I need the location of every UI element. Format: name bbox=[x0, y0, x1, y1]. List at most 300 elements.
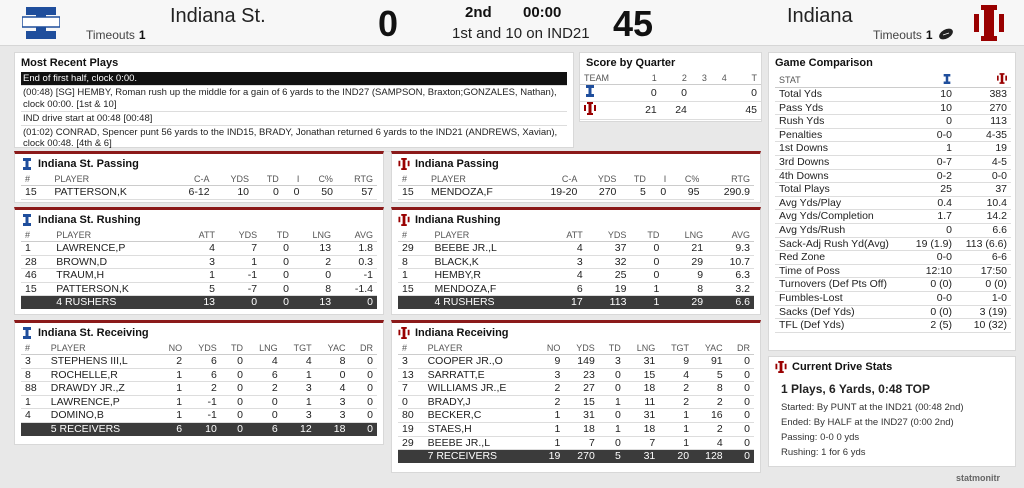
table-cell: 0 bbox=[247, 409, 282, 423]
table-cell: 1 bbox=[158, 409, 186, 423]
table-row: 21 24 45 bbox=[580, 102, 761, 120]
table-cell: 9 bbox=[663, 269, 707, 283]
table-cell: 5 bbox=[693, 368, 727, 382]
home-passing-table bbox=[398, 173, 754, 200]
table-cell: 8 bbox=[293, 282, 335, 296]
drive-passing: Passing: 0-0 0 yds bbox=[781, 432, 860, 443]
table-cell: 1 bbox=[536, 409, 564, 423]
table-cell: 3 bbox=[180, 255, 219, 269]
table-cell: 128 bbox=[693, 450, 727, 463]
stat-row bbox=[775, 115, 1011, 129]
stat-value: 0.4 bbox=[907, 196, 956, 210]
stat-value: 37 bbox=[956, 183, 1011, 197]
table-cell bbox=[21, 296, 52, 309]
stat-row bbox=[775, 264, 1011, 278]
table-cell: 4 bbox=[547, 242, 587, 256]
table-cell: 0 bbox=[727, 436, 754, 450]
table-cell: 270 bbox=[564, 450, 598, 463]
table-cell: 25 bbox=[587, 269, 631, 283]
table-cell: 29 bbox=[663, 296, 707, 309]
table-cell: STAES,H bbox=[424, 422, 537, 436]
table-cell: 8 bbox=[693, 382, 727, 396]
table-cell: 1 bbox=[659, 436, 693, 450]
table-row bbox=[398, 269, 754, 283]
table-cell: 0 bbox=[253, 186, 283, 200]
col-header: C% bbox=[670, 173, 703, 186]
table-row bbox=[398, 382, 754, 396]
table-cell: 4 bbox=[693, 436, 727, 450]
table-cell: 31 bbox=[625, 409, 659, 423]
table-cell: BLACK,K bbox=[430, 255, 546, 269]
table-cell: 19-20 bbox=[530, 186, 581, 200]
indiana-logo-icon bbox=[398, 327, 410, 339]
table-cell: 11 bbox=[625, 395, 659, 409]
stat-value: 25 bbox=[907, 183, 956, 197]
col-header: I bbox=[650, 173, 670, 186]
col-header: PLAYER bbox=[430, 229, 546, 242]
table-cell: 0 bbox=[261, 255, 293, 269]
table-cell: DOMINO,B bbox=[47, 409, 158, 423]
table-cell: 31 bbox=[625, 450, 659, 463]
table-cell: 3 bbox=[536, 368, 564, 382]
total-row bbox=[398, 450, 754, 463]
table-cell: 32 bbox=[587, 255, 631, 269]
col-header: YDS bbox=[564, 342, 598, 355]
table-cell: 2 bbox=[659, 382, 693, 396]
table-row bbox=[21, 282, 377, 296]
stat-value: 0 (0) bbox=[956, 278, 1011, 292]
down-and-distance: 1st and 10 on IND21 bbox=[452, 25, 590, 42]
col-header: TGT bbox=[282, 342, 316, 355]
table-cell: 1 bbox=[398, 269, 430, 283]
col-header: # bbox=[21, 173, 50, 186]
table-cell: 0 bbox=[221, 409, 247, 423]
table-cell: 4 bbox=[21, 409, 47, 423]
table-cell: 37 bbox=[587, 242, 631, 256]
table-cell: COOPER JR.,O bbox=[424, 355, 537, 369]
stat-value: 270 bbox=[956, 101, 1011, 115]
table-cell: TRAUM,H bbox=[52, 269, 180, 283]
table-cell: 1 bbox=[219, 255, 261, 269]
table-cell: 1 bbox=[21, 242, 52, 256]
score-by-quarter-title: Score by Quarter bbox=[586, 57, 676, 69]
table-cell: 0 bbox=[221, 368, 247, 382]
col-header: ATT bbox=[547, 229, 587, 242]
stat-label: Turnovers (Def Pts Off) bbox=[775, 278, 907, 292]
home-passing-panel bbox=[391, 151, 761, 203]
table-cell: 0 bbox=[727, 355, 754, 369]
stat-label: Penalties bbox=[775, 128, 907, 142]
col-header: C% bbox=[303, 173, 337, 186]
col-header: # bbox=[398, 342, 424, 355]
table-cell: 9 bbox=[659, 355, 693, 369]
table-cell: -1 bbox=[186, 395, 221, 409]
stat-row bbox=[775, 155, 1011, 169]
table-cell: 21 bbox=[663, 242, 707, 256]
drive-rushing: Rushing: 1 for 6 yds bbox=[781, 447, 866, 458]
table-row bbox=[398, 409, 754, 423]
stat-row bbox=[775, 210, 1011, 224]
table-cell: 2 bbox=[293, 255, 335, 269]
stat-row bbox=[775, 223, 1011, 237]
col-header: 1 bbox=[631, 72, 661, 85]
stat-row bbox=[775, 183, 1011, 197]
stat-value: 4-5 bbox=[956, 155, 1011, 169]
table-cell: 0 bbox=[349, 368, 377, 382]
stat-label: Time of Poss bbox=[775, 264, 907, 278]
play-item: (00:48) [SG] HEMBY, Roman rush up the middle for a gain of 6 yards to the IND27 (SAMPSON, Braxton;GONZALES, Nathan), clock 00:00. [1st & 10] bbox=[21, 86, 567, 112]
table-cell: 270 bbox=[581, 186, 620, 200]
table-cell: 0 bbox=[599, 436, 625, 450]
table-cell: 18 bbox=[564, 422, 598, 436]
table-cell: 2 bbox=[247, 382, 282, 396]
col-header: YAC bbox=[693, 342, 727, 355]
stat-value: 10 bbox=[907, 88, 956, 102]
table-cell: 9 bbox=[536, 355, 564, 369]
away-timeouts bbox=[86, 28, 146, 42]
table-cell: 0 bbox=[727, 450, 754, 463]
table-cell: 0 bbox=[349, 395, 377, 409]
table-cell: 31 bbox=[625, 355, 659, 369]
table-row bbox=[21, 255, 377, 269]
table-cell: 3 bbox=[599, 355, 625, 369]
table-cell: 57 bbox=[337, 186, 377, 200]
table-row bbox=[21, 242, 377, 256]
stat-value: 0-0 bbox=[907, 251, 956, 265]
table-cell: 0 bbox=[727, 368, 754, 382]
table-row bbox=[21, 355, 377, 369]
home-receiving-title: Indiana Receiving bbox=[415, 327, 509, 339]
table-cell: 15 bbox=[564, 395, 598, 409]
play-item: (01:02) CONRAD, Spencer punt 56 yards to the IND15, BRADY, Jonathan returned 6 yards to the IND21 (ANDREWS, Xavian), clock 00:48. [4th & 6] bbox=[21, 126, 567, 152]
stat-row bbox=[775, 196, 1011, 210]
drive-summary: 1 Plays, 6 Yards, 0:48 TOP bbox=[781, 382, 930, 396]
table-cell: BRADY,J bbox=[424, 395, 537, 409]
stat-value: 0-0 bbox=[956, 169, 1011, 183]
table-cell: 28 bbox=[21, 255, 52, 269]
current-drive-panel bbox=[768, 356, 1016, 467]
col-header: 3 bbox=[691, 72, 711, 85]
table-cell: 20 bbox=[659, 450, 693, 463]
home-score: 45 bbox=[613, 3, 654, 44]
table-cell: 0 bbox=[630, 269, 663, 283]
table-cell: 4 bbox=[282, 355, 316, 369]
table-cell: BROWN,D bbox=[52, 255, 180, 269]
stat-value: 2 (5) bbox=[907, 319, 956, 333]
stat-row bbox=[775, 305, 1011, 319]
table-cell: 0 bbox=[398, 395, 424, 409]
current-drive-title: Current Drive Stats bbox=[792, 361, 893, 373]
table-cell: 19 bbox=[587, 282, 631, 296]
table-cell: 15 bbox=[398, 186, 427, 200]
col-header: YDS bbox=[587, 229, 631, 242]
table-cell: 31 bbox=[564, 409, 598, 423]
table-cell: 3 bbox=[282, 409, 316, 423]
table-cell: 0 bbox=[293, 269, 335, 283]
play-item: End of first half, clock 0:00. bbox=[21, 72, 567, 86]
drive-started: Started: By PUNT at the IND21 (00:48 2nd) bbox=[781, 402, 964, 413]
table-cell: 0 bbox=[727, 409, 754, 423]
away-score: 0 bbox=[378, 3, 399, 44]
col-header: DR bbox=[349, 342, 377, 355]
stat-label: Sacks (Def Yds) bbox=[775, 305, 907, 319]
indiana-logo-icon bbox=[775, 361, 787, 373]
table-cell: 1 bbox=[659, 409, 693, 423]
col-header: # bbox=[398, 173, 427, 186]
table-cell: 6-12 bbox=[170, 186, 213, 200]
table-row bbox=[21, 382, 377, 396]
table-cell: 0 bbox=[261, 282, 293, 296]
table-cell: LAWRENCE,P bbox=[52, 242, 180, 256]
table-cell: 1 bbox=[630, 282, 663, 296]
total-row bbox=[21, 422, 377, 435]
stat-value: 12:10 bbox=[907, 264, 956, 278]
table-cell: 0 bbox=[283, 186, 304, 200]
table-cell: 0.3 bbox=[335, 255, 377, 269]
col-header: 2 bbox=[661, 72, 691, 85]
table-cell: 0 bbox=[630, 242, 663, 256]
table-cell: 8 bbox=[398, 255, 430, 269]
indiana-logo-icon bbox=[398, 214, 410, 226]
table-row bbox=[21, 269, 377, 283]
table-cell: 7 bbox=[398, 382, 424, 396]
col-header: TGT bbox=[659, 342, 693, 355]
table-cell: 5 RECEIVERS bbox=[47, 422, 158, 435]
home-timeouts-label: Timeouts bbox=[873, 28, 922, 42]
table-cell: 13 bbox=[293, 242, 335, 256]
stat-label: Pass Yds bbox=[775, 101, 907, 115]
table-cell: 1 bbox=[282, 395, 316, 409]
table-cell: 13 bbox=[180, 296, 219, 309]
stat-value: 0-0 bbox=[907, 128, 956, 142]
home-rushing-panel bbox=[391, 207, 761, 315]
away-passing-panel bbox=[14, 151, 384, 203]
table-cell: 7 RECEIVERS bbox=[424, 450, 537, 463]
indiana-state-logo-icon bbox=[21, 158, 33, 170]
table-cell: 10 bbox=[186, 422, 221, 435]
table-cell: 2 bbox=[659, 395, 693, 409]
table-cell: 0 bbox=[727, 422, 754, 436]
total-row bbox=[21, 296, 377, 309]
stat-row bbox=[775, 291, 1011, 305]
recent-plays-title: Most Recent Plays bbox=[21, 57, 119, 69]
table-row bbox=[21, 409, 377, 423]
home-rushing-title: Indiana Rushing bbox=[415, 214, 501, 226]
table-cell: 29 bbox=[663, 255, 707, 269]
table-cell: 6 bbox=[547, 282, 587, 296]
col-header: # bbox=[21, 229, 52, 242]
away-receiving-table bbox=[21, 342, 377, 436]
table-cell: -1 bbox=[335, 269, 377, 283]
table-cell: 2 bbox=[186, 382, 221, 396]
table-cell: 0 bbox=[630, 255, 663, 269]
game-clock: 00:00 bbox=[523, 4, 562, 21]
table-row bbox=[398, 422, 754, 436]
table-cell: 0 bbox=[599, 409, 625, 423]
table-cell: 18 bbox=[625, 382, 659, 396]
table-row bbox=[398, 368, 754, 382]
stat-value: 14.2 bbox=[956, 210, 1011, 224]
table-cell: DRAWDY JR.,Z bbox=[47, 382, 158, 396]
table-cell: 18 bbox=[625, 422, 659, 436]
table-cell: 1 bbox=[282, 368, 316, 382]
col-header: AVG bbox=[335, 229, 377, 242]
table-cell: 1 bbox=[21, 395, 47, 409]
table-cell: 91 bbox=[693, 355, 727, 369]
stat-label: Avg Yds/Play bbox=[775, 196, 907, 210]
home-passing-title: Indiana Passing bbox=[415, 158, 499, 170]
col-header: LNG bbox=[247, 342, 282, 355]
stat-label: Total Yds bbox=[775, 88, 907, 102]
stat-value: 1-0 bbox=[956, 291, 1011, 305]
table-cell: SARRATT,E bbox=[424, 368, 537, 382]
stat-value: 17:50 bbox=[956, 264, 1011, 278]
table-row bbox=[398, 282, 754, 296]
indiana-state-logo-icon bbox=[584, 85, 596, 97]
table-cell: 0 bbox=[261, 269, 293, 283]
table-cell: 0 bbox=[247, 395, 282, 409]
col-header: C-A bbox=[530, 173, 581, 186]
indiana-logo-icon bbox=[398, 158, 410, 170]
table-cell: 1 bbox=[158, 395, 186, 409]
col-header: PLAYER bbox=[424, 342, 537, 355]
col-header: # bbox=[398, 229, 430, 242]
table-cell: -1 bbox=[219, 269, 261, 283]
away-receiving-title: Indiana St. Receiving bbox=[38, 327, 149, 339]
col-header: YDS bbox=[186, 342, 221, 355]
table-cell: 12 bbox=[282, 422, 316, 435]
game-comparison-panel bbox=[768, 52, 1016, 351]
col-header: TD bbox=[253, 173, 283, 186]
away-passing-table bbox=[21, 173, 377, 200]
col-header: TD bbox=[630, 229, 663, 242]
col-header: AVG bbox=[707, 229, 754, 242]
table-cell: 0 bbox=[221, 382, 247, 396]
table-cell: 46 bbox=[21, 269, 52, 283]
table-cell: -7 bbox=[219, 282, 261, 296]
table-cell bbox=[398, 450, 424, 463]
score-by-quarter-panel bbox=[579, 52, 762, 122]
home-timeouts bbox=[873, 28, 933, 42]
table-cell: 4 RUSHERS bbox=[430, 296, 546, 309]
recent-plays-list bbox=[15, 72, 573, 152]
table-cell: 4 bbox=[316, 382, 350, 396]
table-row bbox=[398, 242, 754, 256]
table-row: 0 0 0 bbox=[580, 85, 761, 102]
indiana-logo-icon bbox=[972, 4, 1006, 42]
table-cell: HEMBY,R bbox=[430, 269, 546, 283]
col-header: I bbox=[283, 173, 304, 186]
table-row bbox=[398, 186, 754, 200]
table-cell: 1.8 bbox=[335, 242, 377, 256]
table-cell: 1 bbox=[659, 422, 693, 436]
col-header: YAC bbox=[316, 342, 350, 355]
table-row bbox=[21, 186, 377, 200]
table-cell: 4 bbox=[659, 368, 693, 382]
stat-value: 10 (32) bbox=[956, 319, 1011, 333]
col-header: PLAYER bbox=[427, 173, 530, 186]
table-cell: 149 bbox=[564, 355, 598, 369]
table-cell: 6 bbox=[247, 368, 282, 382]
table-cell: 16 bbox=[693, 409, 727, 423]
play-item: IND drive start at 00:48 [00:48] bbox=[21, 112, 567, 126]
table-cell: 2 bbox=[536, 395, 564, 409]
table-cell: 19 bbox=[398, 422, 424, 436]
stat-value: 0 bbox=[907, 115, 956, 129]
stat-value: 6.6 bbox=[956, 223, 1011, 237]
stat-value: 113 bbox=[956, 115, 1011, 129]
col-header: TEAM bbox=[580, 72, 631, 85]
stat-row bbox=[775, 251, 1011, 265]
stat-value: 1.7 bbox=[907, 210, 956, 224]
table-cell: 13 bbox=[293, 296, 335, 309]
table-cell: 3 bbox=[316, 395, 350, 409]
stat-label: Fumbles-Lost bbox=[775, 291, 907, 305]
drive-ended: Ended: By HALF at the IND27 (0:00 2nd) bbox=[781, 417, 954, 428]
stat-label: Sack-Adj Rush Yd(Avg) bbox=[775, 237, 907, 251]
col-header: RTG bbox=[337, 173, 377, 186]
table-cell bbox=[398, 296, 430, 309]
home-rushing-table bbox=[398, 229, 754, 309]
col-header: 4 bbox=[711, 72, 731, 85]
table-cell: 3.2 bbox=[707, 282, 754, 296]
stat-value: 4-35 bbox=[956, 128, 1011, 142]
table-row bbox=[21, 368, 377, 382]
away-rushing-panel bbox=[14, 207, 384, 315]
col-header: YDS bbox=[214, 173, 254, 186]
col-header: TD bbox=[620, 173, 649, 186]
table-cell: 3 bbox=[282, 382, 316, 396]
stat-label: TFL (Def Yds) bbox=[775, 319, 907, 333]
stat-label: Total Plays bbox=[775, 183, 907, 197]
table-row bbox=[398, 395, 754, 409]
quarter: 2nd bbox=[465, 4, 492, 21]
table-cell: 15 bbox=[398, 282, 430, 296]
table-cell: 2 bbox=[693, 422, 727, 436]
table-cell: 5 bbox=[180, 282, 219, 296]
col-header: PLAYER bbox=[50, 173, 170, 186]
table-cell: 0 bbox=[316, 368, 350, 382]
table-cell: 15 bbox=[21, 282, 52, 296]
table-cell: 29 bbox=[398, 242, 430, 256]
table-cell: MENDOZA,F bbox=[430, 282, 546, 296]
table-cell: 7 bbox=[564, 436, 598, 450]
stat-value: 0-0 bbox=[907, 291, 956, 305]
away-rushing-title: Indiana St. Rushing bbox=[38, 214, 141, 226]
table-cell: 0 bbox=[221, 395, 247, 409]
away-passing-title: Indiana St. Passing bbox=[38, 158, 139, 170]
home-timeouts-value: 1 bbox=[925, 28, 933, 42]
table-cell: 6.6 bbox=[707, 296, 754, 309]
table-cell: -1 bbox=[186, 409, 221, 423]
game-comparison-table bbox=[775, 72, 1011, 333]
stat-label: Avg Yds/Completion bbox=[775, 210, 907, 224]
table-cell: 1 bbox=[536, 436, 564, 450]
possession-football-icon bbox=[938, 28, 954, 40]
indiana-logo-icon bbox=[584, 102, 596, 115]
stat-value: 19 (1.9) bbox=[907, 237, 956, 251]
table-cell: 0 bbox=[261, 242, 293, 256]
stat-value: 10 bbox=[907, 101, 956, 115]
stat-value: 3 (19) bbox=[956, 305, 1011, 319]
table-cell: 8 bbox=[21, 368, 47, 382]
home-team-name: Indiana bbox=[787, 5, 853, 27]
table-cell: 18 bbox=[316, 422, 350, 435]
table-cell: 9.3 bbox=[707, 242, 754, 256]
away-team-name: Indiana St. bbox=[170, 5, 266, 27]
table-cell: LAWRENCE,P bbox=[47, 395, 158, 409]
col-header: DR bbox=[727, 342, 754, 355]
